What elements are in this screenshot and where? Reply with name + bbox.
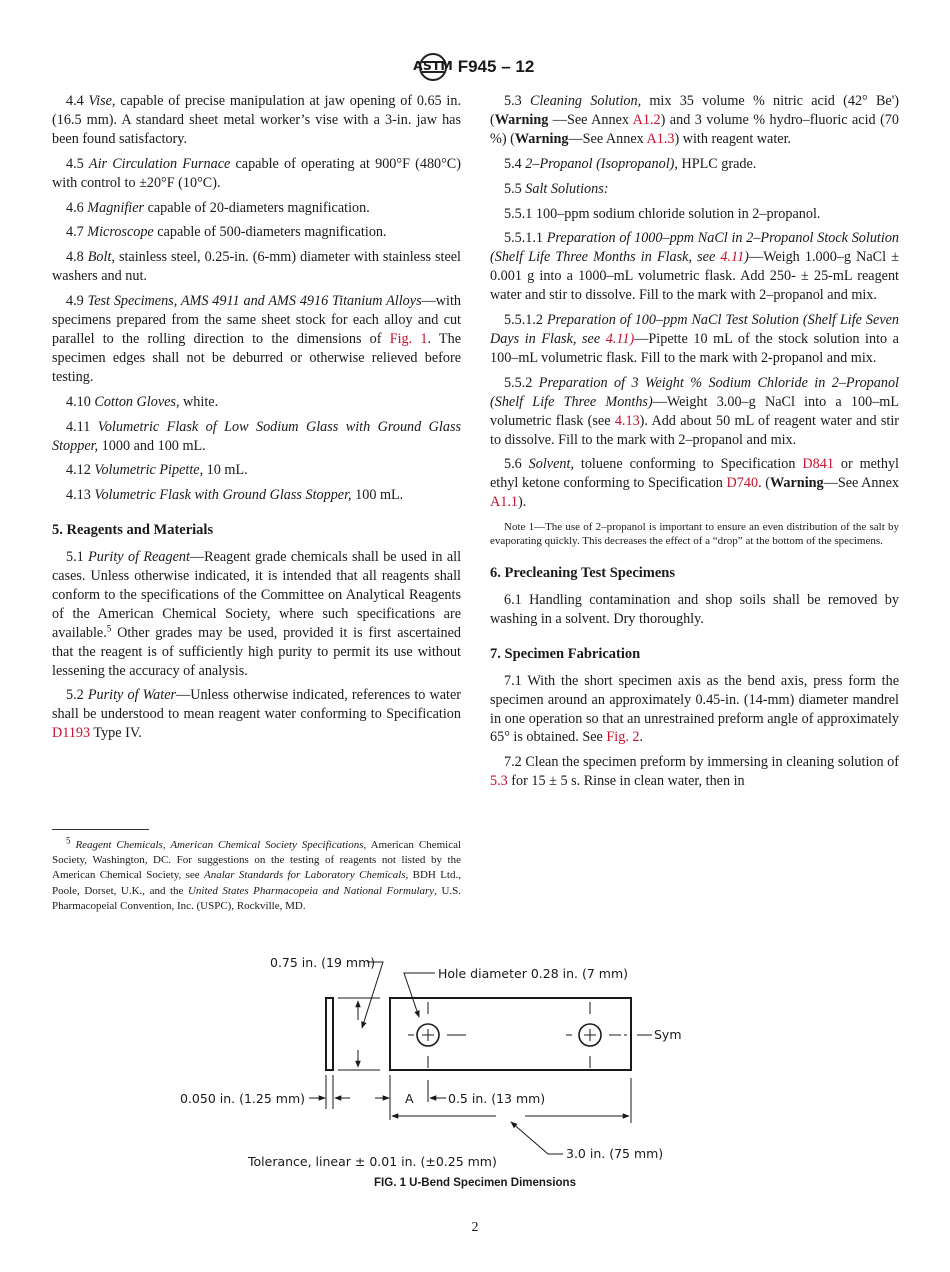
cross-reference-link[interactable]: D841 xyxy=(802,456,834,473)
symmetry-label: Sym xyxy=(654,1027,682,1042)
specimen-edge-view xyxy=(326,998,333,1070)
text-segment: stainless steel, 0.25-in. (6-mm) diameter with stainless steel washers and nut. xyxy=(52,249,462,285)
cross-reference-link[interactable]: 5.3 xyxy=(490,773,508,790)
text-segment: 5 xyxy=(106,623,112,634)
paragraph xyxy=(490,205,899,224)
text-segment: 10 mL. xyxy=(203,462,248,479)
figure-1-diagram xyxy=(180,940,780,1200)
text-segment: Vise, xyxy=(88,93,116,109)
text-segment: ). xyxy=(517,494,527,511)
text-segment: or methyl ethyl ketone conforming to Specification xyxy=(490,456,899,492)
thickness-label: 0.050 in. (1.25 mm) xyxy=(180,1091,306,1106)
text-segment: 2–Propanol (Isopropanol), xyxy=(525,155,678,172)
text-segment: 5.3 xyxy=(504,93,530,109)
text-segment: —See Annex xyxy=(823,475,900,492)
text-segment: Microscope xyxy=(87,224,154,241)
text-segment: 4.12 xyxy=(66,462,95,479)
text-segment: Purity of Reagent xyxy=(88,549,190,566)
text-segment: Type IV. xyxy=(90,725,142,742)
paragraph xyxy=(52,292,461,387)
page-header xyxy=(0,52,950,82)
tolerance-label: Tolerance, linear ± 0.01 in. (±0.25 mm) xyxy=(248,1154,497,1169)
text-segment: Test Specimens, AMS 4911 and AMS 4916 Titanium Alloys xyxy=(87,293,422,310)
page-number: 2 xyxy=(471,1220,479,1235)
text-segment: Cotton Gloves, xyxy=(94,393,180,410)
text-segment: Bolt, xyxy=(87,249,115,266)
text-segment: capable of 20-diameters magnification. xyxy=(144,199,370,216)
cross-reference-link[interactable]: A1.2 xyxy=(632,111,661,128)
text-segment: Volumetric Pipette, xyxy=(94,462,204,479)
text-segment: Volumetric Flask with Ground Glass Stopper, xyxy=(94,487,352,504)
text-segment: 7. Specimen Fabrication xyxy=(490,645,641,662)
text-segment: ). Add about 50 mL of reagent water and stir to dissolve. Fill to the mark with 2–propanol and mix. xyxy=(490,412,899,448)
paragraph xyxy=(52,393,461,412)
section-heading xyxy=(490,645,899,664)
paragraph xyxy=(490,591,899,629)
text-segment: ) with reagent water. xyxy=(674,130,792,147)
section-heading xyxy=(490,564,899,583)
text-segment: Analar Standards for Laboratory Chemicals xyxy=(203,869,406,882)
text-segment: toluene conforming to Specification xyxy=(573,456,803,473)
text-segment: 4.13 xyxy=(66,487,95,504)
text-segment: . xyxy=(639,729,644,746)
left-column xyxy=(52,92,461,749)
paragraph xyxy=(52,461,461,480)
text-segment: white. xyxy=(179,393,219,410)
hole-diameter-label: Hole diameter 0.28 in. (7 mm) xyxy=(438,966,629,981)
text-segment: capable of operating at 900°F (480°C) with control to ±20°F (10°C). xyxy=(52,155,461,191)
text-segment: mix 35 volume % nitric acid (42° Be') ( xyxy=(490,93,900,128)
text-segment: Preparation of 3 Weight % Sodium Chloride in 2–Propanol (Shelf Life Three Months) xyxy=(490,374,899,410)
length-label: 3.0 in. (75 mm) xyxy=(566,1146,664,1161)
text-segment: 5.2 xyxy=(66,687,88,704)
text-segment: —Pipette 10 mL of the stock solution into a 100–mL volumetric flask. Fill to the mark with 2-propanol and mix. xyxy=(490,330,899,366)
text-segment: , American Chemical Society, Washington, DC. For suggestions on the testing of reagents not listed by the American Chemical Society, see xyxy=(52,839,462,882)
paragraph xyxy=(52,199,461,218)
footnote-divider xyxy=(52,829,149,830)
text-segment: —with specimens prepared from the same sheet stock for each alloy and cut parallel to the rolling direction to the dimensions of xyxy=(52,293,462,347)
svg-text:ASTM: ASTM xyxy=(412,58,453,73)
paragraph xyxy=(490,455,899,512)
text-segment: 5.5.1.1 xyxy=(504,230,547,247)
text-segment: 4.6 xyxy=(66,199,88,216)
paragraph xyxy=(52,155,461,193)
cross-reference-link[interactable]: D1193 xyxy=(52,725,91,742)
figure-caption: FIG. 1 U-Bend Specimen Dimensions xyxy=(374,1177,576,1189)
text-segment: 1000 and 100 mL. xyxy=(98,437,206,454)
paragraph xyxy=(490,229,899,305)
specimen-plan-view xyxy=(390,998,631,1070)
text-segment: HPLC grade. xyxy=(677,155,757,172)
paragraph xyxy=(490,753,899,791)
cross-reference-link[interactable]: 4.11) xyxy=(605,330,635,347)
text-segment: capable of precise manipulation at jaw opening of 0.65 in. (16.5 mm). A standard sheet metal worker’s vise with a 3-in. jaw has been found satisfactory. xyxy=(52,93,461,147)
text-segment: Cleaning Solution, xyxy=(530,93,642,109)
cross-reference-link[interactable]: A1.1 xyxy=(490,494,518,511)
cross-reference-link[interactable]: Fig. 1 xyxy=(389,330,428,347)
paragraph xyxy=(490,374,899,450)
text-segment: 5.5.2 xyxy=(504,374,539,391)
text-segment: 6. Precleaning Test Specimens xyxy=(490,565,676,582)
paragraph xyxy=(52,418,461,456)
section-heading xyxy=(52,521,461,540)
footnote-text xyxy=(52,835,462,914)
text-segment: 6.1 Handling contamination and shop soils shall be removed by washing in a solvent. Dry thoroughly. xyxy=(490,592,899,627)
text-segment: 5.5.1.2 xyxy=(504,312,547,329)
text-segment: ) and 3 volume % hydro–fluoric acid (70 %) ( xyxy=(490,111,899,147)
width-label: 0.75 in. (19 mm) xyxy=(270,955,376,970)
text-segment: , U.S. Pharmacopeial Convention, Inc. (USPC), Rockville, MD. xyxy=(52,884,462,912)
text-segment: . ( xyxy=(758,475,771,492)
text-segment: 5.1 xyxy=(66,549,89,566)
footnote xyxy=(52,835,462,914)
cross-reference-link[interactable]: 4.13 xyxy=(614,412,640,429)
text-segment: Preparation of 100–ppm NaCl Test Solution (Shelf Life Seven Days in Flask, see xyxy=(490,312,900,347)
right-column xyxy=(490,92,899,797)
text-segment: 4.4 xyxy=(66,93,89,109)
text-segment: —Unless otherwise indicated, references to water shall be understood to mean reagent water conforming to Specification xyxy=(52,687,462,723)
text-segment: 5.5.1 100–ppm sodium chloride solution in 2–propanol. xyxy=(504,205,821,222)
text-segment: Preparation of 1000–ppm NaCl in 2–Propanol Stock Solution (Shelf Life Three Months in Flask, see xyxy=(490,230,900,266)
text-segment: —Weigh 1.000–g NaCl ± 0.001 g into a 1000–mL volumetric flask. Add 250- ± 25-mL reagent water and stir to dissolve. Fill to the mark with 2–propanol and mix. xyxy=(490,249,899,304)
text-segment: 4.8 xyxy=(66,249,88,266)
paragraph xyxy=(490,155,899,174)
paragraph xyxy=(52,548,461,680)
text-segment: , BDH Ltd., Poole, Dorset, U.K., and the xyxy=(52,869,461,897)
text-segment: —See Annex xyxy=(568,130,647,147)
text-segment: for 15 ± 5 s. Rinse in clean water, then in xyxy=(507,773,745,790)
text-segment: capable of 500-diameters magnification. xyxy=(153,224,387,241)
text-segment: Reagent Chemicals, American Chemical Society Specifications xyxy=(75,839,364,851)
text-segment: 7.1 With the short specimen axis as the bend axis, press form the specimen around an approximately 0.45-in. (14-mm) diameter mandrel in one operation so that an unrestrained preform angle of approximately 65° is obtained. See xyxy=(490,672,899,746)
paragraph xyxy=(52,248,461,286)
text-segment: 4.9 xyxy=(66,293,88,310)
cross-reference-link[interactable]: A1.3 xyxy=(646,130,675,147)
paragraph xyxy=(490,92,899,149)
text-segment: 4.11 xyxy=(66,418,98,435)
text-segment: ) xyxy=(744,249,749,266)
cross-reference-link[interactable]: D740 xyxy=(726,475,759,492)
text-segment: Warning xyxy=(494,111,549,128)
text-segment: —See Annex xyxy=(548,111,633,128)
text-segment: Salt Solutions: xyxy=(525,180,609,197)
astm-logo-icon xyxy=(412,52,453,82)
text-segment: —Reagent grade chemicals shall be used in all cases. Unless otherwise indicated, it is intended that all reagents shall conform to the specifications of the Committee on Analytical Reagents of the American Chemical Society, where such specifications are available. xyxy=(52,549,462,641)
text-segment: . The specimen edges shall not be deburred or otherwise relieved before testing. xyxy=(52,330,461,385)
cross-reference-link[interactable]: 4.11 xyxy=(720,249,745,266)
paragraph xyxy=(52,223,461,242)
text-segment: 5.6 xyxy=(504,456,529,473)
text-segment: 4.7 xyxy=(66,224,88,241)
text-segment: Magnifier xyxy=(87,199,145,216)
text-segment: Other grades may be used, provided it is first ascertained that the reagent is of sufficiently high purity to permit its use without lessening the accuracy of analysis. xyxy=(52,624,461,679)
text-segment: Warning xyxy=(770,475,824,492)
text-segment: Air Circulation Furnace xyxy=(88,155,231,172)
text-segment: Volumetric Flask of Low Sodium Glass with Ground Glass Stopper, xyxy=(52,418,461,454)
text-segment: Note 1—The use of 2–propanol is important to ensure an even distribution of the salt by evaporating quickly. This decreases the effect of a “drop” at the bottom of the specimens. xyxy=(490,521,899,548)
text-segment: Purity of Water xyxy=(87,687,177,704)
paragraph xyxy=(490,311,899,368)
hole-offset-label: 0.5 in. (13 mm) xyxy=(448,1091,546,1106)
text-segment: 5.4 xyxy=(504,155,526,172)
text-segment: United States Pharmacopeia and National Formulary xyxy=(187,884,435,897)
text-segment: 100 mL. xyxy=(351,487,404,504)
paragraph xyxy=(52,686,461,743)
paragraph xyxy=(490,672,899,748)
text-segment: 4.10 xyxy=(66,393,95,410)
text-segment: Warning xyxy=(514,130,569,147)
note xyxy=(490,520,899,548)
text-segment: Solvent, xyxy=(528,456,574,473)
text-segment: 5. Reagents and Materials xyxy=(52,522,214,539)
text-segment: —Weight 3.00–g NaCl into a 100–mL volumetric flask (see xyxy=(490,393,899,429)
text-segment: 4.5 xyxy=(66,155,89,172)
cross-reference-link[interactable]: Fig. 2 xyxy=(606,729,640,746)
text-segment: 5.5 xyxy=(504,180,526,197)
text-segment: 7.2 Clean the specimen preform by immersing in cleaning solution of xyxy=(504,754,899,771)
paragraph xyxy=(52,92,461,149)
paragraph xyxy=(490,180,899,199)
text-segment: 5 xyxy=(66,835,71,846)
dimension-a-label: A xyxy=(405,1091,414,1106)
document-title: F945 – 12 xyxy=(457,57,535,76)
paragraph xyxy=(52,486,461,505)
